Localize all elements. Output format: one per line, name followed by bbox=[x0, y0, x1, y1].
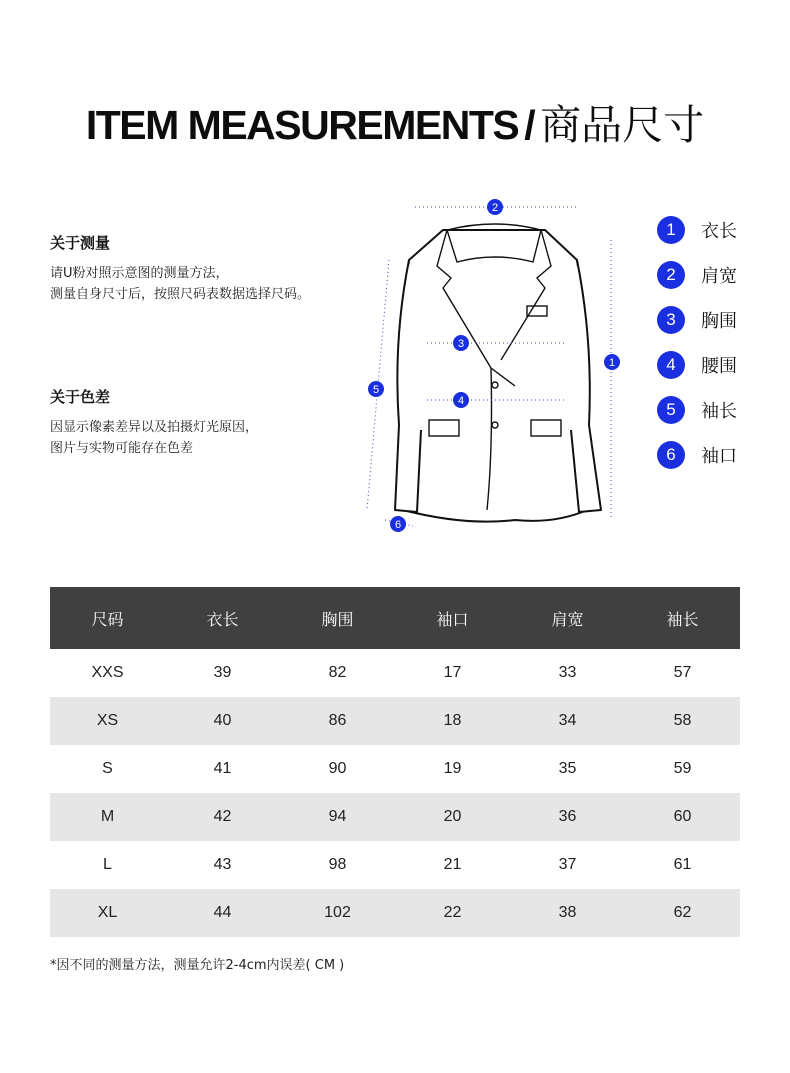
table-cell: 86 bbox=[280, 697, 395, 745]
table-cell: 62 bbox=[625, 889, 740, 937]
table-cell: L bbox=[103, 856, 112, 873]
diagram-mark-3: 3 bbox=[457, 338, 465, 350]
title-separator: / bbox=[524, 102, 535, 148]
jacket-body-outline bbox=[403, 230, 587, 522]
table-cell: 39 bbox=[213, 664, 232, 681]
diagram-mark-4: 4 bbox=[457, 395, 465, 407]
title-cn: 商品尺寸 bbox=[540, 102, 705, 148]
table-cell: 17 bbox=[443, 664, 462, 681]
legend-badge: 5 bbox=[657, 396, 685, 424]
legend-item bbox=[657, 387, 737, 432]
table-row bbox=[50, 889, 740, 937]
legend-label: 袖长 bbox=[701, 400, 737, 422]
legend-label: 胸围 bbox=[701, 310, 737, 332]
legend-label: 腰围 bbox=[701, 355, 737, 377]
tolerance-note: *因不同的测量方法，测量允许2-4cm内误差( CM ) bbox=[50, 958, 345, 973]
table-cell: 102 bbox=[280, 889, 395, 937]
diagram-mark-5: 5 bbox=[372, 384, 380, 396]
table-cell: 33 bbox=[558, 664, 577, 681]
column-header-cuff: 袖口 bbox=[395, 587, 510, 649]
legend-label: 肩宽 bbox=[701, 265, 737, 287]
table-cell: 44 bbox=[165, 889, 280, 937]
jacket-diagram bbox=[355, 190, 635, 540]
legend-badge: 3 bbox=[657, 306, 685, 334]
table-cell: 36 bbox=[510, 793, 625, 841]
column-header-shoulder: 肩宽 bbox=[510, 587, 625, 649]
legend-badge: 6 bbox=[657, 441, 685, 469]
measure-info-line: 测量自身尺寸后，按照尺码表数据选择尺码。 bbox=[50, 287, 311, 302]
size-table bbox=[50, 587, 740, 937]
table-cell: 40 bbox=[165, 697, 280, 745]
table-cell: 34 bbox=[510, 697, 625, 745]
color-info-line: 因显示像素差异以及拍摄灯光原因， bbox=[50, 420, 259, 435]
diagram-mark-6: 6 bbox=[394, 519, 402, 531]
table-cell: S bbox=[102, 760, 113, 777]
table-cell: 41 bbox=[213, 760, 232, 777]
measure-info-line: 请U粉对照示意图的测量方法， bbox=[50, 266, 229, 281]
table-row bbox=[50, 697, 740, 745]
table-cell: 57 bbox=[673, 664, 692, 681]
legend-item bbox=[657, 297, 737, 342]
table-row bbox=[50, 793, 740, 841]
table-cell: 21 bbox=[443, 856, 462, 873]
legend-item bbox=[657, 432, 737, 477]
table-row bbox=[50, 649, 740, 697]
table-cell: M bbox=[50, 793, 165, 841]
table-cell: 19 bbox=[443, 760, 462, 777]
table-cell: 58 bbox=[625, 697, 740, 745]
table-cell: 20 bbox=[395, 793, 510, 841]
table-cell: 61 bbox=[673, 856, 692, 873]
table-cell: 18 bbox=[395, 697, 510, 745]
table-cell: 90 bbox=[328, 760, 347, 777]
table-cell: 42 bbox=[165, 793, 280, 841]
diagram-mark-2: 2 bbox=[491, 202, 499, 214]
legend-badge: 1 bbox=[657, 216, 685, 244]
column-header-chest: 胸围 bbox=[280, 587, 395, 649]
table-row bbox=[50, 745, 740, 793]
column-header-sleeve: 袖长 bbox=[625, 587, 740, 649]
table-cell: XS bbox=[50, 697, 165, 745]
title-en: ITEM MEASUREMENTS bbox=[85, 102, 519, 148]
legend-badge: 2 bbox=[657, 261, 685, 289]
legend-label: 袖口 bbox=[701, 445, 737, 467]
table-row bbox=[50, 841, 740, 889]
table-header-row bbox=[50, 587, 740, 649]
legend-label: 衣长 bbox=[701, 220, 737, 242]
diagram-mark-1: 1 bbox=[608, 357, 616, 369]
legend-item bbox=[657, 252, 737, 297]
color-info-line: 图片与实物可能存在色差 bbox=[50, 441, 194, 456]
table-cell: XL bbox=[50, 889, 165, 937]
measure-info-heading: 关于测量 bbox=[50, 234, 111, 252]
color-info-heading: 关于色差 bbox=[50, 388, 111, 406]
table-cell: 60 bbox=[625, 793, 740, 841]
table-cell: 38 bbox=[510, 889, 625, 937]
legend-badge: 4 bbox=[657, 351, 685, 379]
legend-item bbox=[657, 207, 737, 252]
measure-info bbox=[50, 232, 350, 305]
page-title bbox=[0, 92, 790, 151]
table-cell: 98 bbox=[328, 856, 347, 873]
column-header-size: 尺码 bbox=[50, 587, 165, 649]
table-cell: 22 bbox=[395, 889, 510, 937]
table-cell: 82 bbox=[328, 664, 347, 681]
column-header-length: 衣长 bbox=[165, 587, 280, 649]
table-cell: 35 bbox=[558, 760, 577, 777]
table-cell: 94 bbox=[280, 793, 395, 841]
table-cell: 43 bbox=[213, 856, 232, 873]
legend-item bbox=[657, 342, 737, 387]
table-cell: 37 bbox=[558, 856, 577, 873]
table-cell: XXS bbox=[91, 664, 124, 681]
measurement-legend bbox=[657, 207, 737, 477]
color-info bbox=[50, 386, 350, 459]
table-cell: 59 bbox=[673, 760, 692, 777]
